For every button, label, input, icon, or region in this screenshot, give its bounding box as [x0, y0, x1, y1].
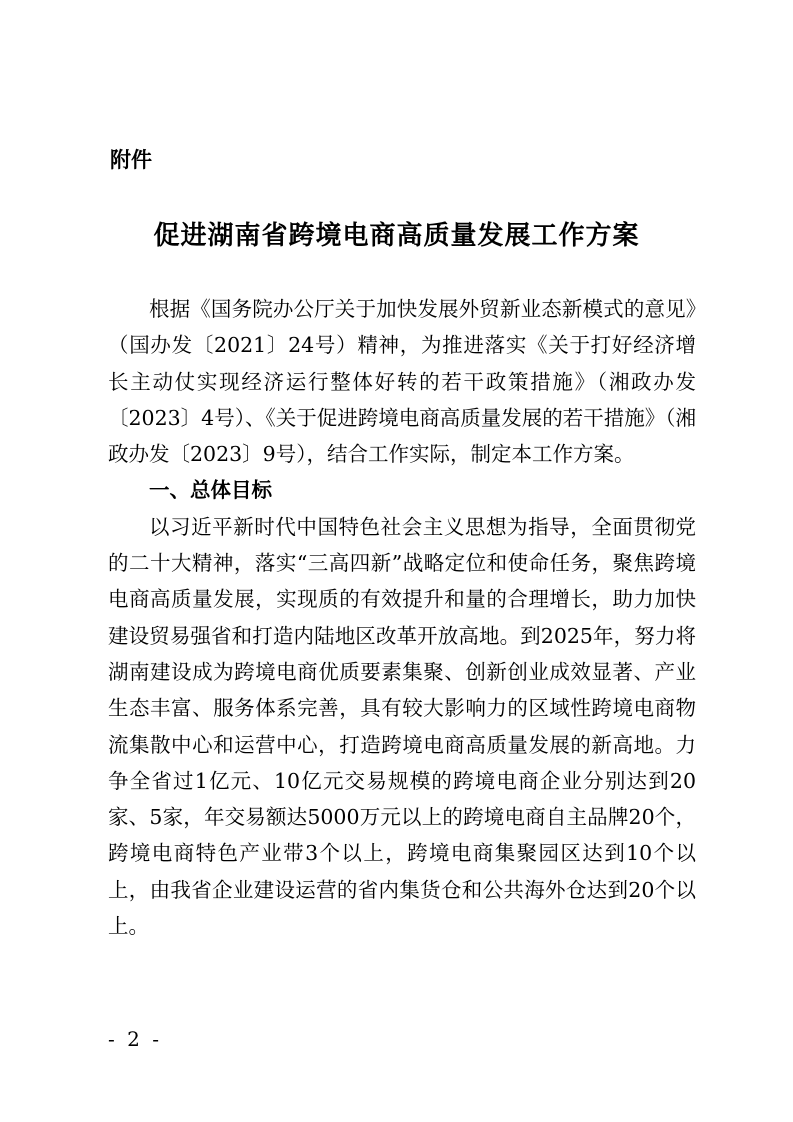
attachment-label: 附件: [110, 148, 152, 172]
section-heading-overall-goal: 一、总体目标: [149, 478, 272, 503]
section-paragraph-overall-goal: 以习近平新时代中国特色社会主义思想为指导，全面贯彻党的二十大精神，落实“三高四新”战略定位和使命任务，聚焦跨境电商高质量发展，实现质的有效提升和量的合理增长，助力加快建设贸易强省和打造内陆地区改革开放高地。到2025年，努力将湖南建设成为跨境电商优质要素集聚、创新创业成效显著、产业生态丰富、服务体系完善，具有较大影响力的区域性跨境电商物流集散中心和运营中心，打造跨境电商高质量发展的新高地。力争全省过1亿元、10亿元交易规模的跨境电商企业分别达到20家、5家，年交易额达5000万元以上的跨境电商自主品牌20个，跨境电商特色产业带3个以上，跨境电商集聚园区达到10个以上，由我省企业建设运营的省内集货仓和公共海外仓达到20个以上。: [108, 514, 696, 939]
document-body: [108, 291, 696, 944]
page-number: - 2 -: [108, 1027, 162, 1051]
document-title: 促进湖南省跨境电商高质量发展工作方案: [153, 221, 640, 251]
intro-paragraph: 根据《国务院办公厅关于加快发展外贸新业态新模式的意见》（国办发〔2021〕24号）精神，为推进落实《关于打好经济增长主动仗实现经济运行整体好转的若干政策措施》（湘政办发〔2023〕4号）、《关于促进跨境电商高质量发展的若干措施》（湘政办发〔2023〕9号），结合工作实际，制定本工作方案。: [108, 297, 696, 467]
